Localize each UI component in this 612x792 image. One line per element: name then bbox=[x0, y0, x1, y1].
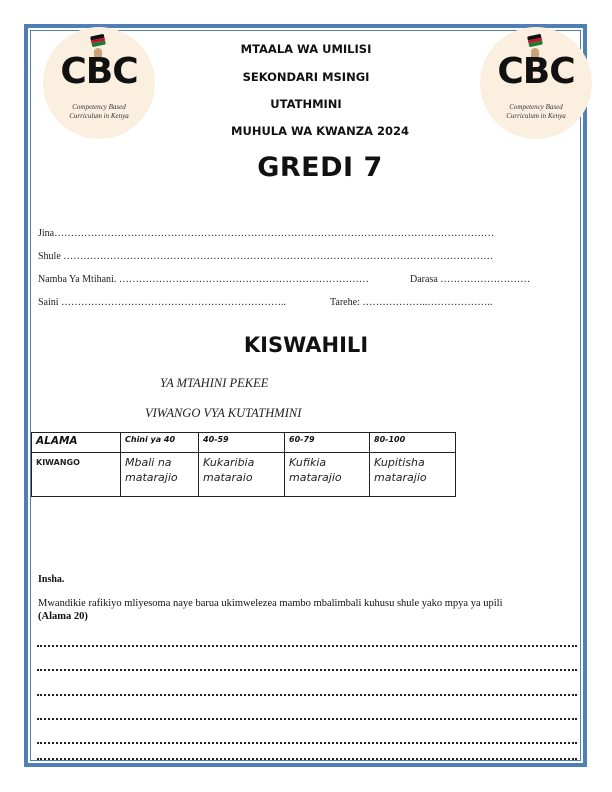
index-number-field[interactable]: Namba Ya Mtihani. ………………………………………………………………… bbox=[38, 274, 369, 285]
logo-tagline bbox=[43, 103, 155, 121]
curriculum-title: MTAALA WA UMILISI bbox=[240, 42, 372, 56]
answer-line[interactable] bbox=[37, 718, 577, 720]
logo-text: CBC bbox=[60, 51, 138, 92]
kenya-flag-icon bbox=[90, 34, 106, 48]
table-row-level bbox=[32, 453, 456, 497]
school-field[interactable]: Shule ………………………………………………………………………………………………………………… bbox=[38, 251, 494, 262]
assessment-label: UTATHMINI bbox=[270, 97, 342, 111]
question-marks: (Alama 20) bbox=[38, 611, 88, 622]
table-cell: Kukaribia mataraio bbox=[199, 453, 285, 497]
logo-tagline bbox=[480, 103, 592, 121]
class-field[interactable]: Darasa ……………………… bbox=[410, 274, 531, 285]
table-cell: Kupitisha matarajio bbox=[370, 453, 456, 497]
question-text bbox=[38, 597, 578, 623]
table-cell: 80-100 bbox=[370, 433, 456, 453]
signature-field[interactable]: Saini ………………………………………………………….. bbox=[38, 297, 287, 308]
table-cell: KIWANGO bbox=[32, 453, 121, 497]
page-border-inner bbox=[30, 30, 581, 761]
answer-line[interactable] bbox=[37, 645, 577, 647]
table-cell: 40-59 bbox=[199, 433, 285, 453]
table-cell: Mbali na matarajio bbox=[121, 453, 199, 497]
name-field[interactable]: Jina…………………………………………………………………………………………………………………… bbox=[38, 228, 495, 239]
date-field[interactable]: Tarehe: ………………..……………….. bbox=[330, 297, 493, 308]
term-label: MUHULA WA KWANZA 2024 bbox=[231, 124, 409, 138]
kenya-flag-icon bbox=[527, 34, 543, 48]
table-row-marks bbox=[32, 433, 456, 453]
examiner-only-label: YA MTAHINI PEKEE bbox=[160, 376, 269, 390]
answer-line[interactable] bbox=[37, 758, 577, 760]
logo-tagline-line2: Curriculum in Kenya bbox=[506, 112, 566, 120]
table-cell: Chini ya 40 bbox=[121, 433, 199, 453]
cbc-logo-right bbox=[480, 27, 592, 139]
question-body: Mwandikie rafikiyo mliyesoma naye barua ukimwelezea mambo mbalimbali kuhusu shule yako mpya ya upili bbox=[38, 598, 503, 609]
grade-title: GREDI 7 bbox=[257, 152, 383, 183]
logo-tagline-line2: Curriculum in Kenya bbox=[69, 112, 129, 120]
logo-tagline-line1: Competency Based bbox=[72, 103, 126, 111]
logo-text: CBC bbox=[497, 51, 575, 92]
table-cell: ALAMA bbox=[32, 433, 121, 453]
section-title: Insha. bbox=[38, 574, 65, 585]
cbc-logo-left bbox=[43, 27, 155, 139]
answer-line[interactable] bbox=[37, 694, 577, 696]
answer-line[interactable] bbox=[37, 742, 577, 744]
school-level: SEKONDARI MSINGI bbox=[242, 70, 370, 84]
logo-tagline-line1: Competency Based bbox=[509, 103, 563, 111]
assessment-levels-table bbox=[31, 432, 456, 497]
answer-line[interactable] bbox=[37, 669, 577, 671]
table-cell: 60-79 bbox=[285, 433, 370, 453]
subject-title: KISWAHILI bbox=[243, 333, 369, 357]
table-cell: Kufikia matarajio bbox=[285, 453, 370, 497]
levels-title: VIWANGO VYA KUTATHMINI bbox=[145, 406, 302, 420]
